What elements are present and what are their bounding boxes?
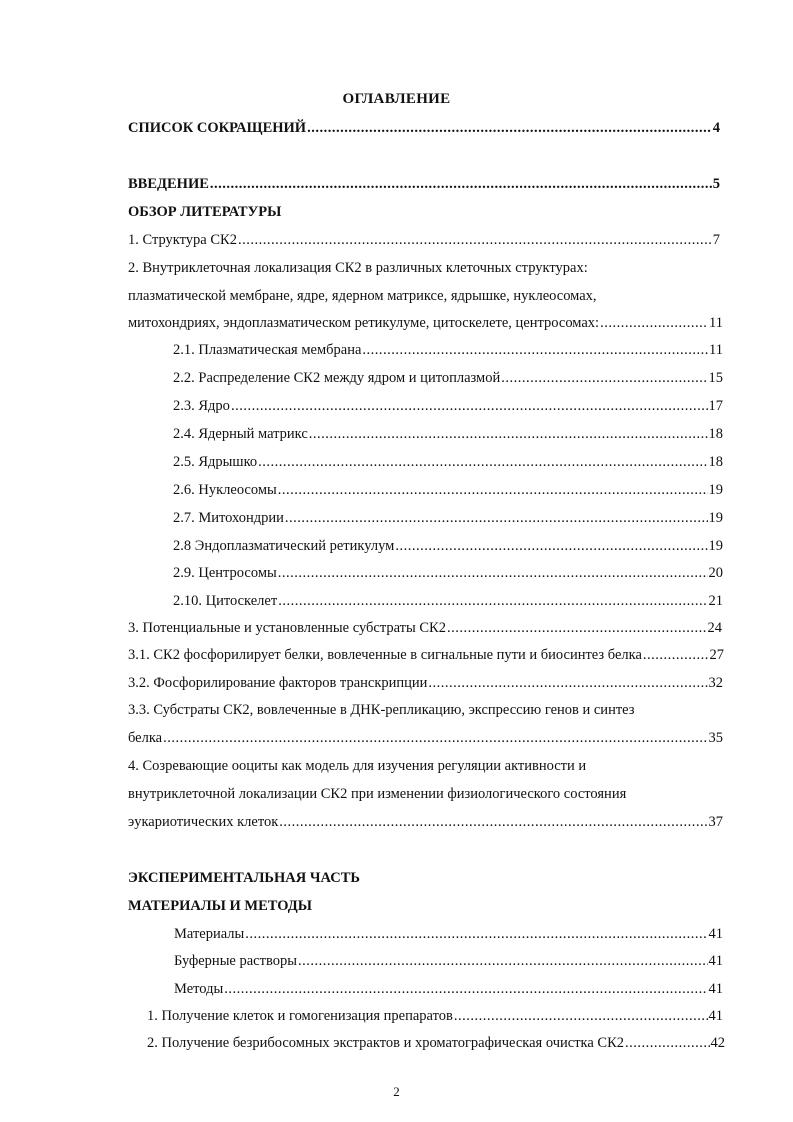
toc-leader	[279, 813, 707, 831]
toc-entry-text: Материалы	[174, 926, 245, 942]
toc-entry-text: 2.6. Нуклеосомы	[173, 482, 277, 498]
toc-entry-page: 18	[708, 426, 723, 442]
toc-entry-page: 7	[712, 232, 720, 248]
toc-entry	[173, 453, 723, 471]
toc-entry-text: 2.1. Плазматическая мембрана	[173, 342, 362, 358]
toc-entry-page: 41	[708, 981, 723, 997]
toc-entry-text: 2.10. Цитоскелет	[173, 593, 278, 609]
toc-leader	[278, 592, 707, 610]
toc-leader	[309, 425, 708, 443]
toc-entry-text: 2.2. Распределение СК2 между ядром и цитоплазмой	[173, 370, 501, 386]
toc-entry-page: 35	[708, 730, 723, 746]
toc-entry-text: 4. Созревающие ооциты как модель для изучения регуляции активности и	[128, 758, 587, 774]
toc-entry	[174, 952, 723, 970]
toc-entry-page: 41	[708, 1008, 723, 1024]
toc-entry	[173, 481, 723, 499]
toc-entry	[128, 231, 720, 249]
toc-leader	[278, 564, 708, 582]
toc-entry-page: 24	[707, 620, 722, 636]
toc-entry	[174, 925, 723, 943]
toc-entry-text: 3.3. Субстраты СК2, вовлеченные в ДНК-репликацию, экспрессию генов и синтез	[128, 702, 635, 718]
section-heading: МАТЕРИАЛЫ И МЕТОДЫ	[128, 898, 313, 914]
toc-entry-page: 17	[708, 398, 723, 414]
toc-leader	[224, 980, 707, 998]
toc-entry	[128, 314, 723, 332]
toc-leader	[210, 175, 712, 193]
toc-entry	[128, 674, 723, 692]
section-heading: ЭКСПЕРИМЕНТАЛЬНАЯ ЧАСТЬ	[128, 870, 360, 886]
section-heading: ОБЗОР ЛИТЕРАТУРЫ	[128, 204, 282, 220]
toc-leader	[285, 509, 708, 527]
toc-entry	[128, 175, 720, 193]
toc-entry-text: 2.7. Митохондрии	[173, 510, 284, 526]
toc-leader	[600, 314, 708, 332]
toc-entry	[173, 397, 723, 415]
toc-leader	[307, 119, 712, 137]
toc-entry-text: 2. Внутриклеточная локализация СК2 в различных клеточных структурах:	[128, 260, 588, 276]
page-number: 2	[393, 1084, 400, 1099]
toc-entry-text: 1. Структура СК2	[128, 232, 237, 248]
toc-entry	[173, 564, 723, 582]
toc-leader	[298, 952, 708, 970]
toc-entry	[173, 425, 723, 443]
toc-entry-text: плазматической мембране, ядре, ядерном матриксе, ядрышке, нуклеосомах,	[128, 288, 597, 304]
toc-entry-text: эукариотических клеток	[128, 814, 279, 830]
toc-leader	[258, 453, 707, 471]
toc-entry	[173, 509, 723, 527]
toc-entry-page: 27	[709, 647, 724, 663]
toc-entry	[173, 369, 723, 387]
toc-entry-text: 3.2. Фосфорилирование факторов транскрипции	[128, 675, 428, 691]
toc-entry	[128, 646, 724, 664]
toc-entry	[147, 1034, 725, 1052]
toc-entry-text: внутриклеточной локализации СК2 при изменении физиологического состояния	[128, 786, 627, 802]
toc-entry-text: белка	[128, 730, 163, 746]
toc-entry	[128, 813, 723, 831]
toc-entry-page: 19	[708, 482, 723, 498]
toc-entry-page: 5	[712, 176, 720, 192]
toc-leader	[278, 481, 708, 499]
toc-entry-page: 41	[708, 953, 723, 969]
toc-entry	[147, 1007, 723, 1025]
toc-entry-text: митохондриях, эндоплазматическом ретикулуме, цитоскелете, центросомах:	[128, 315, 600, 331]
toc-entry-page: 21	[708, 593, 723, 609]
toc-entry-page: 37	[708, 814, 723, 830]
toc-entry-page: 11	[709, 315, 723, 331]
toc-entry-text: 2.5. Ядрышко	[173, 454, 258, 470]
toc-entry-text: ВВЕДЕНИЕ	[128, 176, 209, 192]
toc-entry-text: 1. Получение клеток и гомогенизация препаратов	[147, 1008, 453, 1024]
toc-leader	[245, 925, 707, 943]
toc-leader	[231, 397, 708, 415]
toc-leader	[447, 619, 707, 637]
toc-entry	[173, 341, 723, 359]
toc-entry	[128, 729, 723, 747]
toc-leader	[625, 1034, 709, 1052]
toc-entry-text: 3. Потенциальные и установленные субстраты СК2	[128, 620, 446, 636]
toc-entry	[174, 980, 723, 998]
toc-entry-page: 18	[708, 454, 723, 470]
toc-leader	[395, 537, 707, 555]
toc-entry-page: 4	[712, 120, 720, 136]
page-title: ОГЛАВЛЕНИЕ	[342, 91, 451, 107]
toc-entry-text: Методы	[174, 981, 224, 997]
toc-entry-page: 41	[708, 926, 723, 942]
toc-entry-page: 32	[708, 675, 723, 691]
toc-entry-page: 42	[710, 1035, 725, 1051]
toc-entry-text: 2.4. Ядерный матрикс	[173, 426, 308, 442]
toc-entry-text: Буферные растворы	[174, 953, 297, 969]
toc-entry-page: 11	[709, 342, 723, 358]
toc-leader	[238, 231, 712, 249]
toc-entry	[128, 119, 720, 137]
toc-entry-text: 2.9. Центросомы	[173, 565, 277, 581]
toc-entry-page: 19	[708, 510, 723, 526]
toc-entry	[128, 619, 722, 637]
toc-leader	[643, 646, 709, 664]
toc-entry	[173, 537, 723, 555]
toc-leader	[362, 341, 708, 359]
toc-entry-text: 3.1. СК2 фосфорилирует белки, вовлеченные в сигнальные пути и биосинтез белка	[128, 647, 642, 663]
toc-entry-page: 15	[708, 370, 723, 386]
toc-leader	[428, 674, 707, 692]
toc-leader	[454, 1007, 708, 1025]
toc-leader	[501, 369, 707, 387]
toc-entry-text: 2.8 Эндоплазматический ретикулум	[173, 538, 395, 554]
toc-entry-text: 2.3. Ядро	[173, 398, 230, 414]
toc-entry-page: 20	[708, 565, 723, 581]
toc-entry-text: СПИСОК СОКРАЩЕНИЙ	[128, 120, 307, 136]
toc-leader	[163, 729, 707, 747]
toc-entry-page: 19	[708, 538, 723, 554]
toc-entry-text: 2. Получение безрибосомных экстрактов и хроматографическая очистка СК2	[147, 1035, 625, 1051]
toc-entry	[173, 592, 723, 610]
